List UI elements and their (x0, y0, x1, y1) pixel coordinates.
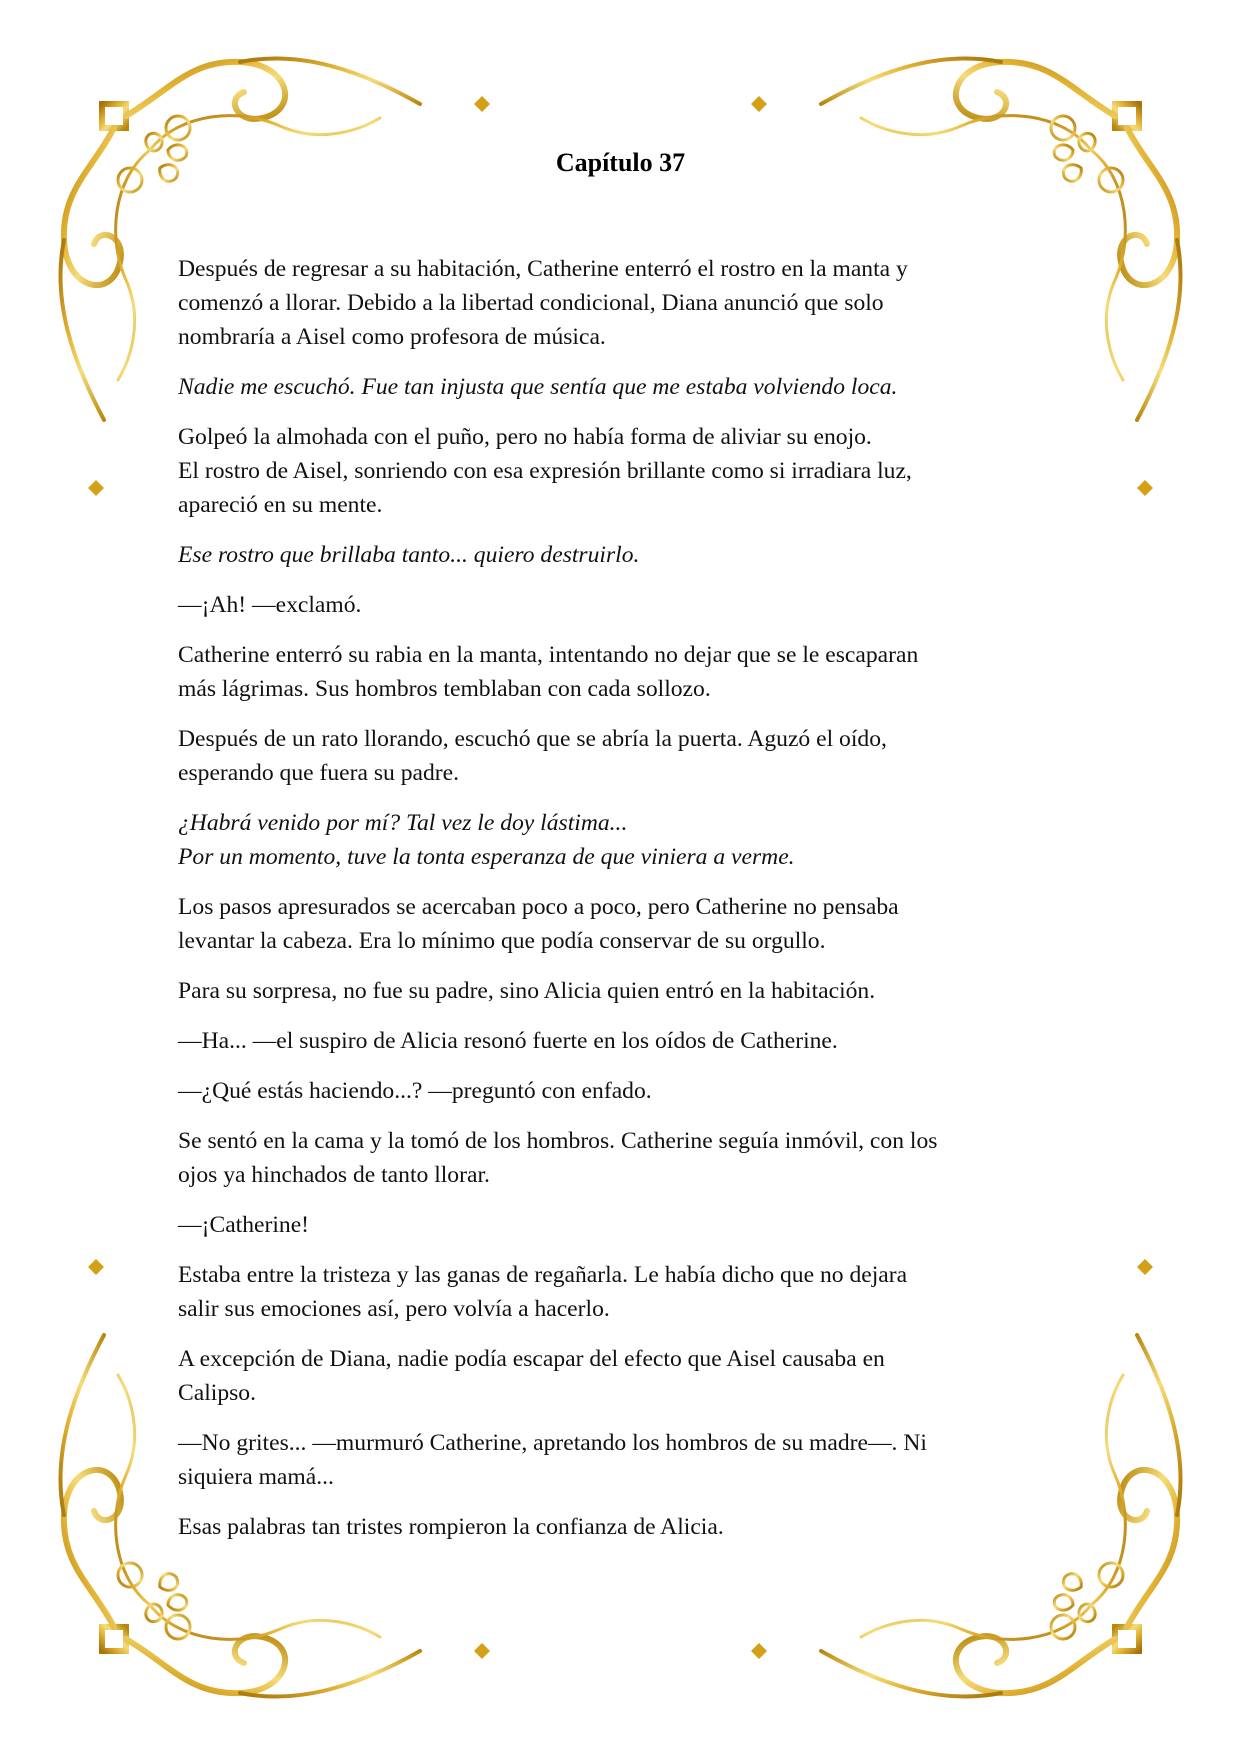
paragraph: Golpeó la almohada con el puño, pero no había forma de aliviar su enojo. El rostro de Aisel, sonriendo con esa expresión brillante como si irradiara luz, apareció en su mente. (178, 424, 912, 518)
dialogue-line: —No grites... —murmuró Catherine, apretando los hombros de su madre—. Ni siquiera mamá... (178, 1430, 927, 1490)
dialogue-line: —¡Catherine! (178, 1212, 310, 1238)
dialogue-line: —Ha... —el suspiro de Alicia resonó fuerte en los oídos de Catherine. (178, 1028, 838, 1054)
dialogue-line: —¡Ah! —exclamó. (178, 592, 362, 618)
paragraph: Se sentó en la cama y la tomó de los hombros. Catherine seguía inmóvil, con los ojos ya hinchados de tanto llorar. (178, 1128, 938, 1188)
italic-thought: ¿Habrá venido por mí? Tal vez le doy lástima... Por un momento, tuve la tonta esperanza de que viniera a verme. (178, 810, 795, 870)
paragraph: Después de un rato llorando, escuchó que se abría la puerta. Aguzó el oído, esperando que fuera su padre. (178, 726, 887, 786)
chapter-body (178, 252, 1068, 1560)
italic-thought: Ese rostro que brillaba tanto... quiero destruirlo. (178, 542, 640, 568)
italic-thought: Nadie me escuchó. Fue tan injusta que sentía que me estaba volviendo loca. (178, 374, 898, 400)
paragraph: A excepción de Diana, nadie podía escapar del efecto que Aisel causaba en Calipso. (178, 1346, 885, 1406)
paragraph: Después de regresar a su habitación, Catherine enterró el rostro en la manta y comenzó a llorar. Debido a la libertad condicional, Diana anunció que solo nombraría a Aisel como profesora de música. (178, 256, 908, 350)
paragraph: Catherine enterró su rabia en la manta, intentando no dejar que se le escaparan más lágrimas. Sus hombros temblaban con cada sollozo. (178, 642, 919, 702)
paragraph: Para su sorpresa, no fue su padre, sino Alicia quien entró en la habitación. (178, 978, 876, 1004)
paragraph: Esas palabras tan tristes rompieron la confianza de Alicia. (178, 1514, 724, 1540)
paragraph: Estaba entre la tristeza y las ganas de regañarla. Le había dicho que no dejara salir sus emociones así, pero volvía a hacerlo. (178, 1262, 908, 1322)
paragraph: Los pasos apresurados se acercaban poco a poco, pero Catherine no pensaba levantar la cabeza. Era lo mínimo que podía conservar de su orgullo. (178, 894, 899, 954)
chapter-title: Capítulo 37 (555, 148, 686, 177)
dialogue-line: —¿Qué estás haciendo...? —preguntó con enfado. (178, 1078, 652, 1104)
